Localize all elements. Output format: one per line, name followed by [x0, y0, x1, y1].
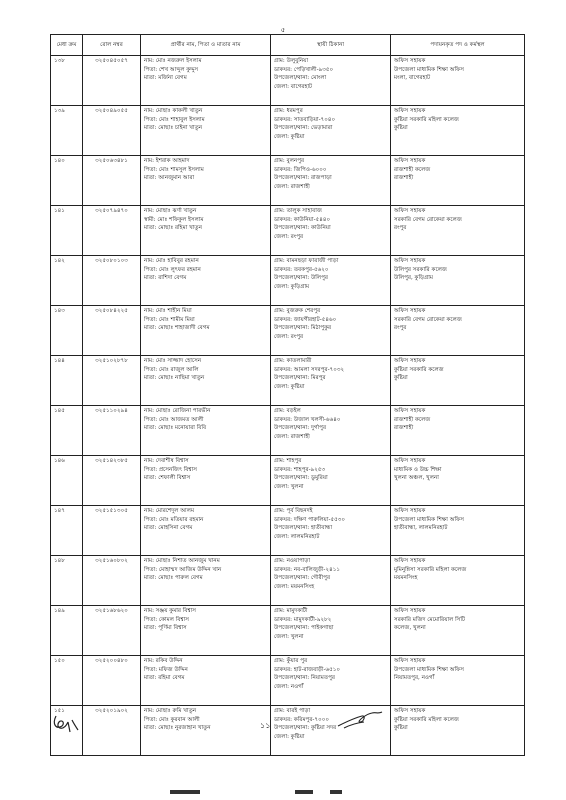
- address-line: গ্রাম: কাতলামারী: [274, 358, 312, 364]
- candidate-cell: [141, 356, 271, 406]
- candidate-line: মাতা: আনজুমান আরা: [144, 175, 195, 182]
- serial-cell: ১৪৩: [51, 306, 83, 356]
- post-cell: [391, 256, 525, 306]
- candidate-line: মাতা: মোছাঃ পারুল বেগম: [144, 575, 203, 582]
- address-cell: [271, 656, 391, 706]
- address-cell: [271, 56, 391, 106]
- post-line: মংলা, বাগেরহাট: [394, 75, 431, 82]
- candidate-cell: [141, 456, 271, 506]
- address-line: ডাকঘর: আমলা সদরপুর-৭০৩২: [274, 366, 345, 373]
- post-line: কুষ্টিয়া সরকারি কলেজ: [394, 366, 444, 373]
- candidate-cell: [141, 306, 271, 356]
- post-cell: [391, 706, 525, 756]
- address-line: উপজেলা/থানা: মিরপুর: [274, 375, 326, 382]
- page-number: ১১: [260, 721, 271, 730]
- address-line: ডাকঘর: নব-বালিজুড়ী-২৪১১: [274, 566, 340, 573]
- address-line: গ্রাম: বারই পাড়া: [274, 708, 311, 714]
- scan-edge-marks: [40, 788, 520, 796]
- candidate-line: মাতা: মোছাঃ নুরজাহান খাতুন: [144, 725, 211, 732]
- candidate-line: নাম: মোঃ শাহীন মিয়া: [144, 308, 192, 314]
- address-line: জেলা: রংপুর: [274, 233, 304, 240]
- candidate-line: পিতা: মোঃ শাহাবুল ইসলাম: [144, 116, 205, 123]
- address-cell: [271, 556, 391, 606]
- candidate-line: নাম: মোছাঃ রুমি খাতুন: [144, 708, 197, 714]
- address-line: গ্রাম: নওয়াপাড়া: [274, 558, 310, 564]
- post-line: কুষ্টিয়া সরকারি মহিলা কলেজ: [394, 716, 459, 723]
- candidate-line: মাতা: মোছাঃ রহিমা খাতুন: [144, 225, 202, 232]
- table-row: [51, 406, 525, 456]
- address-line: গ্রাম: বুজরুক শেরপুর: [274, 308, 321, 314]
- address-line: ডাকঘর: সাতবাড়িয়া-৭০৪০: [274, 116, 336, 123]
- post-line: ময়মনসিংহ: [394, 575, 418, 582]
- address-cell: [271, 356, 391, 406]
- address-line: জেলা: ময়মনসিংহ: [274, 583, 315, 590]
- address-line: ডাকঘর: পেড়িখালী-৯৩৫০: [274, 66, 334, 73]
- table-row: [51, 106, 525, 156]
- post-cell: [391, 406, 525, 456]
- post-cell: [391, 106, 525, 156]
- table-row: [51, 306, 525, 356]
- roll-cell: ৩২৫০৪৫০৫৭: [83, 56, 141, 106]
- candidate-line: মাতা: রাশিদা বেগম: [144, 275, 187, 282]
- candidate-line: পিতা: মোঃ মতিয়ার রহমান: [144, 516, 204, 523]
- address-line: উপজেলা/থানা: ডুমুরিয়া: [274, 475, 328, 482]
- post-line: অফিস সহায়ক: [394, 408, 426, 414]
- candidate-line: নাম: রকিব উদ্দিন: [144, 658, 183, 664]
- address-line: উপজেলা/থানা: উলিপুর: [274, 275, 328, 282]
- address-line: ডাকঘর: উজাল খলসী-৬৬৪০: [274, 416, 341, 423]
- address-line: গ্রাম: বুলনপুর: [274, 158, 305, 164]
- post-line: অফিস সহায়ক: [394, 658, 426, 664]
- address-line: উপজেলা/থানা: মিঠাপুকুর: [274, 325, 332, 332]
- roll-cell: ৩২৫১৪২৩৮৫: [83, 456, 141, 506]
- post-cell: [391, 556, 525, 606]
- candidate-line: নাম: মোছাঃ রোজিনা পারভীন: [144, 408, 211, 414]
- signature-right: [336, 708, 386, 730]
- post-line: অফিস সহায়ক: [394, 708, 426, 714]
- candidate-line: মাতা: রহিমা বেগম: [144, 675, 185, 682]
- candidate-line: পিতা: মোঃ আজমত আলী: [144, 416, 204, 423]
- candidate-line: নাম: মোঃ হাবিবুর রহমান: [144, 258, 199, 264]
- address-line: গ্রাম: উলুবুনিয়া: [274, 58, 309, 64]
- table-row: [51, 556, 525, 606]
- post-line: কলেজ, খুলনা: [394, 625, 426, 632]
- candidate-line: নাম: দেবাশীষ বিশ্বাস: [144, 458, 189, 464]
- post-line: উপজেলা মাধ্যমিক শিক্ষা অফিস: [394, 66, 464, 73]
- post-line: উলিপুর, কুড়িগ্রাম: [394, 275, 433, 282]
- column-header-post: পদায়নকৃত পদ ও কর্মস্থল: [391, 35, 525, 56]
- address-line: জেলা: কুষ্টিয়া: [274, 383, 305, 390]
- post-line: অফিস সহায়ক: [394, 558, 426, 564]
- candidate-line: মাতা: মোছাঃ মনোয়ারা বিবি: [144, 425, 207, 432]
- post-line: খুলনা অঞ্চল, খুলনা: [394, 475, 439, 482]
- candidate-line: পিতা: মফিজ উদ্দিন: [144, 666, 188, 673]
- column-header-address: স্থায়ী ঠিকানা: [271, 35, 391, 56]
- roll-cell: ৩২৫১১০২৯৪: [83, 406, 141, 456]
- table-row: [51, 256, 525, 306]
- candidate-line: পিতা: মোঃ রাজুল আলি: [144, 366, 199, 373]
- candidate-cell: [141, 256, 271, 306]
- candidate-cell: [141, 156, 271, 206]
- roll-cell: ৩২৫১৬৮৬২০: [83, 606, 141, 656]
- post-line: রাজশাহী: [394, 425, 414, 432]
- column-header-candidate: প্রার্থীর নাম, পিতা ও মাতার নাম: [141, 35, 271, 56]
- address-line: উপজেলা/থানা: পাইকগাছা: [274, 625, 334, 632]
- candidate-line: নাম: মোঃ নজরুল ইসলাম: [144, 58, 202, 64]
- candidate-cell: [141, 206, 271, 256]
- candidate-cell: [141, 506, 271, 556]
- post-line: অফিস সহায়ক: [394, 608, 426, 614]
- post-line: উপজেলা মাধ্যমিক শিক্ষা অফিস: [394, 516, 464, 523]
- post-line: রাজশাহী: [394, 175, 414, 182]
- roll-cell: ৩২৫১০২৮৭৮: [83, 356, 141, 406]
- address-line: ডাকঘর: তবকপুর-৫৬২০: [274, 266, 329, 273]
- post-cell: [391, 456, 525, 506]
- table-body: [51, 56, 525, 756]
- candidate-line: মাতা: মোছাঃ শাহাজাদী বেগম: [144, 325, 210, 332]
- table-row: [51, 506, 525, 556]
- candidate-line: পিতা: শেখ আব্দুল কুদ্দুস: [144, 66, 199, 73]
- roll-cell: ৩২৫২০০৪৮০: [83, 656, 141, 706]
- address-line: ডাকঘর: কাউনিয়া-৫৪৪০: [274, 216, 331, 223]
- post-line: অফিস সহায়ক: [394, 508, 426, 514]
- post-line: কুষ্টিয়া: [394, 375, 408, 382]
- post-cell: [391, 306, 525, 356]
- candidate-line: নাম: ইশরাক আহমাদ: [144, 158, 190, 164]
- candidate-line: পিতা: কোমল বিশ্বাস: [144, 616, 189, 623]
- post-line: উলিপুর সরকারি কলেজ: [394, 266, 447, 273]
- post-cell: [391, 206, 525, 256]
- table-row: [51, 206, 525, 256]
- address-line: উপজেলা/থানা: মোংলা: [274, 75, 327, 82]
- address-cell: [271, 306, 391, 356]
- post-line: নিয়ামতপুর, নওগাঁ: [394, 675, 435, 682]
- post-line: সরকারি বেগম রোকেয়া কলেজ: [394, 216, 462, 223]
- address-cell: [271, 256, 391, 306]
- serial-cell: ১৫০: [51, 656, 83, 706]
- table-row: [51, 56, 525, 106]
- address-line: জেলা: নওগাঁ: [274, 683, 304, 690]
- roll-cell: ৩২৫০৮৪২২৫: [83, 306, 141, 356]
- serial-cell: ১৪৪: [51, 356, 83, 406]
- table-row: [51, 156, 525, 206]
- address-line: গ্রাম: বামনছড়া ফারাজী পাড়া: [274, 258, 339, 264]
- serial-cell: ১৪৭: [51, 506, 83, 556]
- post-cell: [391, 56, 525, 106]
- address-line: উপজেলা/থানা: দুর্গাপুর: [274, 425, 327, 432]
- candidate-line: পিতা: মোঃ শামীম মিয়া: [144, 316, 195, 323]
- candidate-cell: [141, 656, 271, 706]
- address-line: গ্রাম: কুঁয়ার পুর: [274, 658, 308, 664]
- roll-cell: ৩২৫০৬৩৪৮১: [83, 156, 141, 206]
- serial-cell: ১৩৯: [51, 106, 83, 156]
- post-line: অফিস সহায়ক: [394, 358, 426, 364]
- address-line: জেলা: খুলনা: [274, 633, 304, 640]
- post-line: রংপুর: [394, 325, 407, 332]
- serial-cell: ১৪৬: [51, 456, 83, 506]
- address-line: জেলা: রাজশাহী: [274, 433, 310, 440]
- roll-cell: ৩২৫২০১৯০২: [83, 706, 141, 756]
- address-line: উপজেলা/থানা: কাউনিয়া: [274, 225, 331, 232]
- roll-cell: ৩২৫০৭৯৪৭০: [83, 206, 141, 256]
- candidate-line: নাম: মোছাঃ ঝর্ণা খাতুন: [144, 208, 197, 214]
- address-line: ডাকঘর: দক্ষিণ পারুলিয়া-৫৫৩০: [274, 516, 346, 523]
- post-line: উপজেলা মাধ্যমিক শিক্ষা অফিস: [394, 666, 464, 673]
- signature-left: [50, 712, 80, 734]
- address-line: জেলা: খুলনা: [274, 483, 304, 490]
- address-line: ডাকঘর: জায়গীরহাট-৫৪৬০: [274, 316, 337, 323]
- address-line: উপজেলা/থানা: গৌরীপুর: [274, 575, 331, 582]
- address-line: জেলা: কুষ্টিয়া: [274, 133, 305, 140]
- candidate-line: মাতা: মর্জিনা বেগম: [144, 75, 187, 82]
- post-line: অফিস সহায়ক: [394, 308, 426, 314]
- address-line: গ্রাম: তালুক সাহাবাজ: [274, 208, 322, 214]
- address-line: উপজেলা/থানা: হাতীবান্ধা: [274, 525, 333, 532]
- address-line: ডাকঘর: শাহপুর-৯২৫৩: [274, 466, 326, 473]
- post-cell: [391, 156, 525, 206]
- candidate-cell: [141, 556, 271, 606]
- address-cell: [271, 406, 391, 456]
- post-line: কুষ্টিয়া সরকারি মহিলা কলেজ: [394, 116, 459, 123]
- post-line: অফিস সহায়ক: [394, 258, 426, 264]
- address-cell: [271, 456, 391, 506]
- address-line: জেলা: রংপুর: [274, 333, 304, 340]
- address-line: উপজেলা/থানা: নিয়ামতপুর: [274, 675, 335, 682]
- address-cell: [271, 106, 391, 156]
- table-row: [51, 656, 525, 706]
- address-line: উপজেলা/থানা: কুষ্টিয়া সদর: [274, 725, 337, 732]
- candidate-cell: [141, 706, 271, 756]
- serial-cell: ১৩৮: [51, 56, 83, 106]
- candidate-line: পিতা: মোঃ লুৎফর রহমান: [144, 266, 201, 273]
- post-cell: [391, 606, 525, 656]
- post-line: রাজশাহী কলেজ: [394, 166, 431, 173]
- serial-cell: ১৪৯: [51, 606, 83, 656]
- candidate-line: নাম: মোছাঃ কাকলী খাতুন: [144, 108, 203, 114]
- address-line: ডাকঘর: হাট-রাজবাড়ী-৬৫১০: [274, 666, 341, 673]
- column-header-roll: রোল নম্বর: [83, 35, 141, 56]
- candidate-cell: [141, 406, 271, 456]
- address-cell: [271, 606, 391, 656]
- candidate-line: নাম: মোঃ সাজ্জাদ হোসেন: [144, 358, 202, 364]
- post-line: মাধ্যমিক ও উচ্চ শিক্ষা: [394, 466, 442, 473]
- post-line: অফিস সহায়ক: [394, 208, 426, 214]
- address-line: জেলা: কুড়িগ্রাম: [274, 283, 310, 290]
- post-line: হাতীবান্ধা, লালমনিরহাট: [394, 525, 448, 532]
- post-cell: [391, 356, 525, 406]
- post-line: কুষ্টিয়া: [394, 125, 408, 132]
- post-line: কুষ্টিয়া: [394, 725, 408, 732]
- post-line: সরকারি বেগম রোকেয়া কলেজ: [394, 316, 462, 323]
- address-line: উপজেলা/থানা: ভেড়ামারা: [274, 125, 333, 132]
- post-cell: [391, 656, 525, 706]
- candidate-line: মাতা: মোছাঃ নাছিমা খাতুন: [144, 375, 205, 382]
- page-header-mark: ৫: [280, 26, 286, 34]
- post-line: অফিস সহায়ক: [394, 108, 426, 114]
- post-line: মুমিনুন্নিসা সরকারি মহিলা কলেজ: [394, 566, 467, 573]
- address-cell: [271, 506, 391, 556]
- candidate-line: মাতা: মোহসিনা বেগম: [144, 525, 193, 532]
- address-line: ডাকঘর: করিমপুর-৭০০০: [274, 716, 329, 723]
- candidate-line: পিতা: প্রসেনজিৎ বিশ্বাস: [144, 466, 197, 473]
- candidate-line: পিতা: মোঃ কুরবান আলী: [144, 716, 200, 723]
- address-line: গ্রাম: ধরমপুর: [274, 108, 303, 114]
- serial-cell: ১৪৮: [51, 556, 83, 606]
- candidate-line: মাতা: শেফালী বিশ্বাস: [144, 475, 191, 482]
- address-line: উপজেলা/থানা: রাজপাড়া: [274, 175, 332, 182]
- candidate-cell: [141, 56, 271, 106]
- address-line: ডাকঘর: মামুদকাটী-৯২৮২: [274, 616, 332, 623]
- post-line: রাজশাহী কলেজ: [394, 416, 431, 423]
- candidate-line: পিতা: মোঃ শামসুল ইসলাম: [144, 166, 204, 173]
- candidate-line: নাম: মোছাঃ নিশাত আনজুম খানম: [144, 558, 220, 564]
- table-row: [51, 456, 525, 506]
- column-header-serial: মেধা ক্রম: [51, 35, 83, 56]
- address-line: গ্রাম: বড়ইল: [274, 408, 301, 414]
- serial-cell: ১৪০: [51, 156, 83, 206]
- candidate-cell: [141, 606, 271, 656]
- candidate-line: স্বামী: মোঃ শফিকুল ইসলাম: [144, 216, 204, 223]
- candidate-cell: [141, 106, 271, 156]
- post-cell: [391, 506, 525, 556]
- candidate-line: মাতা: পূর্ণিমা বিশ্বাস: [144, 625, 187, 632]
- roll-cell: ৩২৫০৮০১০৩: [83, 256, 141, 306]
- appointment-table: [50, 34, 525, 756]
- address-cell: [271, 156, 391, 206]
- roll-cell: ৩২৫০৪৯০৫৫: [83, 106, 141, 156]
- candidate-line: নাম: সঞ্জয় কুমার বিশ্বাস: [144, 608, 196, 614]
- address-line: জেলা: লালমনিরহাট: [274, 533, 320, 540]
- serial-cell: ১৪১: [51, 206, 83, 256]
- candidate-line: পিতা: মোহাম্মদ আজিম উদ্দিন খান: [144, 566, 222, 573]
- table-row: [51, 356, 525, 406]
- table-row: [51, 706, 525, 756]
- candidate-line: নাম: মোরশেদুল আলম: [144, 508, 195, 514]
- address-line: জেলা: রাজশাহী: [274, 183, 310, 190]
- serial-cell: ১৪৫: [51, 406, 83, 456]
- post-line: অফিস সহায়ক: [394, 58, 426, 64]
- candidate-line: মাতা: মোছাঃ চাইনা খাতুন: [144, 125, 203, 132]
- roll-cell: ৩২৫১৫১৩০৫: [83, 506, 141, 556]
- roll-cell: ৩২৫১৬০৮০২: [83, 556, 141, 606]
- post-line: সরকারি মজিদ মেমোরিয়াল সিটি: [394, 616, 466, 623]
- address-line: জেলা: কুষ্টিয়া: [274, 733, 305, 740]
- address-line: গ্রাম: পূর্ব বিছনদই: [274, 508, 313, 514]
- table-header-row: [51, 35, 525, 56]
- address-line: জেলা: বাগেরহাট: [274, 83, 313, 90]
- post-line: অফিস সহায়ক: [394, 458, 426, 464]
- post-line: রংপুর: [394, 225, 407, 232]
- address-line: গ্রাম: শাহপুর: [274, 458, 302, 464]
- address-cell: [271, 206, 391, 256]
- address-line: ডাকঘর: জিপিও-৬০০০: [274, 166, 327, 173]
- address-line: গ্রাম: মামুদকাটী: [274, 608, 308, 614]
- table-row: [51, 606, 525, 656]
- serial-cell: ১৫১: [51, 706, 83, 756]
- serial-cell: ১৪২: [51, 256, 83, 306]
- post-line: অফিস সহায়ক: [394, 158, 426, 164]
